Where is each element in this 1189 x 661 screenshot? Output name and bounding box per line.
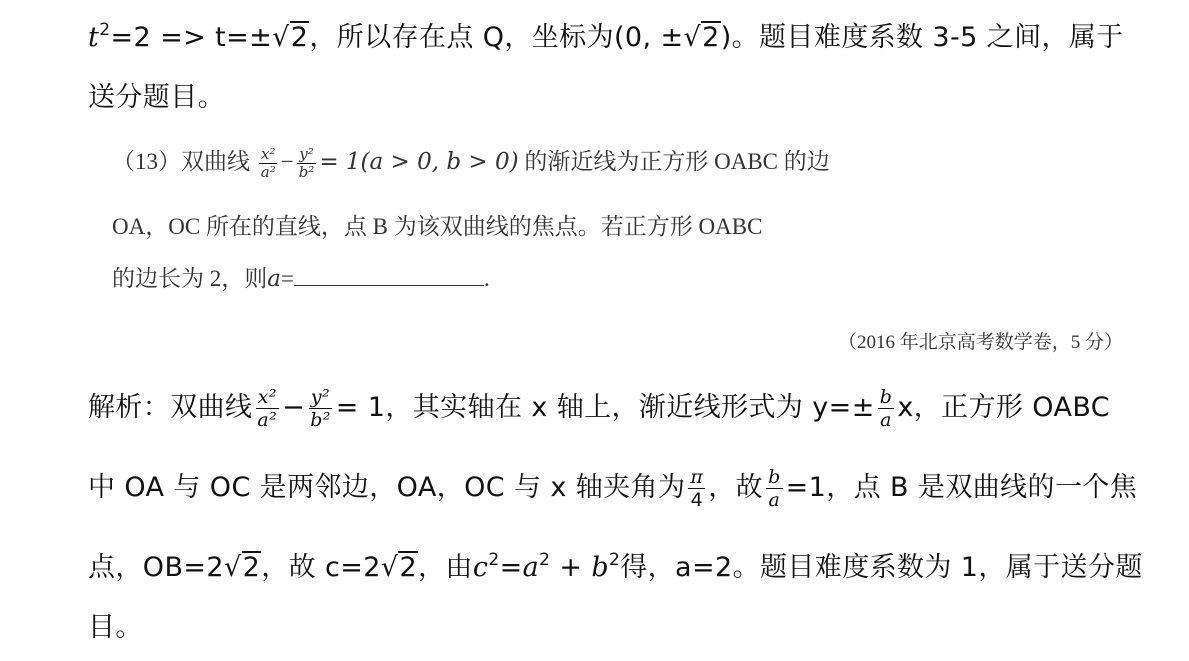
x2-over-a2: $\frac{\text{x²}}{\text{a²}}$ (260, 145, 276, 182)
y2-over-b2: $\frac{\text{y²}}{\text{b²}}$ (298, 145, 315, 182)
prev-answer-line-1: $t^2=2 => t=\pm√2$，所以存在点 Q，坐标为(0, ±√2)。题目难度系数 3-5 之间，属于 (88, 20, 1124, 53)
prev-answer-mid: ，所以存在点 Q，坐标为(0, ± (309, 22, 684, 53)
prev-answer-end: )。题目难度系数 3-5 之间，属于 (720, 22, 1124, 53)
solution-line-2: 中 OA 与 OC 是两邻边，OA，OC 与 x 轴夹角为 $\frac{\pi}{4}$ ，故 $\frac{b}{a}$ =1，点 B 是双曲线的一个焦 (88, 466, 1138, 511)
question-line-3: 的边长为 2，则a= . (112, 266, 490, 292)
answer-blank (294, 265, 484, 286)
question-source: （2016 年北京高考数学卷，5 分） (837, 332, 1123, 353)
question-line-2: OA，OC 所在的直线，点 B 为该双曲线的焦点。若正方形 OABC (112, 214, 763, 239)
question-line-1: （13）双曲线 $\frac{\text{x²}}{\text{a²}}$ − $\frac{\text{y²}}{\text{b²}}$ = 1(a > 0, b > 0) 的渐近线为正方形 OABC 的边 (112, 145, 830, 182)
solution-line-3: 点，OB=2√2，故 c=2√2，由$c^2=a^2 + b^2$得，a=2。题目难度系数为 1，属于送分题 (88, 550, 1143, 583)
solution-line-4: 目。 (88, 612, 143, 643)
prev-answer-line-2: 送分题目。 (88, 82, 225, 113)
prev-answer-eq: =2 => t=± (110, 22, 273, 53)
solution-line-1: 解析：双曲线 $\frac{\text{x²}}{\text{a²}}$ − $\frac{\text{y²}}{\text{b²}}$ = 1，其实轴在 x 轴上，渐近线形式为 y=± $\frac{b}{a}$ x，正方形 OABC (88, 386, 1111, 431)
